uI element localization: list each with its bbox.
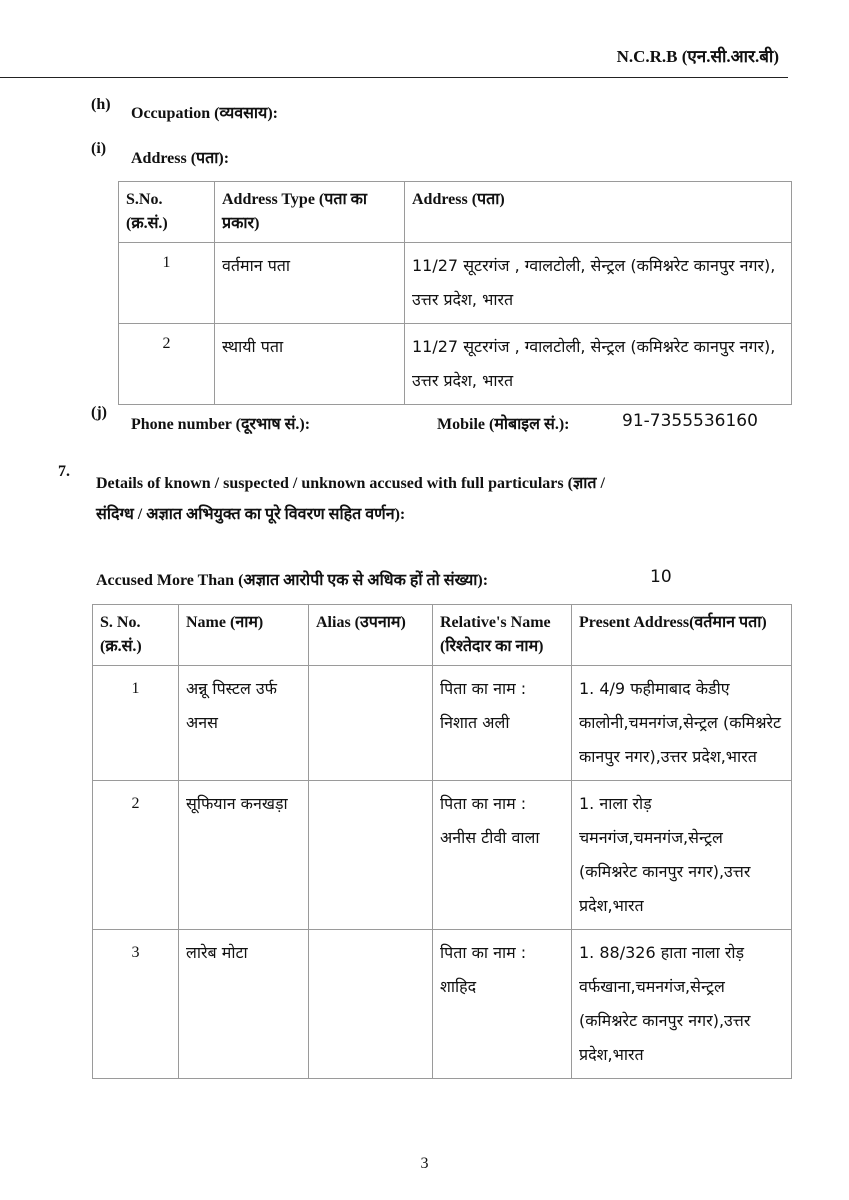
col-relative: Relative's Name (रिश्तेदार का नाम)	[433, 605, 572, 666]
phone-label: Phone number (दूरभाष सं.):	[131, 416, 311, 433]
table-row	[93, 930, 792, 1079]
col-sno: S. No. (क्र.सं.)	[93, 605, 179, 666]
row-alias	[309, 666, 433, 781]
row-name: अन्नू पिस्टल उर्फ अनस	[179, 666, 309, 781]
accused-more-label: Accused More Than (अज्ञात आरोपी एक से अधिक हों तो संख्या):	[96, 572, 489, 589]
page-number: 3	[420, 1155, 429, 1172]
col-sno: S.No. (क्र.सं.)	[119, 182, 215, 243]
col-address-type: Address Type (पता का प्रकार)	[215, 182, 405, 243]
row-present-address: 1. 4/9 फहीमाबाद केडीए कालोनी,चमनगंज,सेन्ट्रल (कमिश्नरेट कानपुर नगर),उत्तर प्रदेश,भारत	[572, 666, 792, 781]
row-relative: पिता का नाम : निशात अली	[433, 666, 572, 781]
row-sno: 1	[93, 666, 179, 781]
mobile-value: 91-7355536160	[622, 411, 758, 431]
row-sno: 1	[119, 243, 215, 324]
row-address-type: वर्तमान पता	[215, 243, 405, 324]
col-name: Name (नाम)	[179, 605, 309, 666]
table-row	[119, 243, 792, 324]
row-relative: पिता का नाम : शाहिद	[433, 930, 572, 1079]
section7-heading-line1: Details of known / suspected / unknown accused with full particulars (ज्ञात /	[96, 475, 605, 492]
accused-more-value: 10	[650, 567, 672, 587]
header-rule	[0, 77, 788, 78]
address-label: Address (पता):	[131, 150, 230, 167]
row-relative: पिता का नाम : अनीस टीवी वाला	[433, 781, 572, 930]
section7-heading-line2: संदिग्ध / अज्ञात अभियुक्त का पूरे विवरण सहित वर्णन):	[96, 506, 406, 523]
address-marker: (i)	[91, 140, 107, 157]
row-address-type: स्थायी पता	[215, 324, 405, 405]
table-row	[93, 781, 792, 930]
mobile-label: Mobile (मोबाइल सं.):	[437, 416, 570, 433]
row-alias	[309, 930, 433, 1079]
occupation-label: Occupation (व्यवसाय):	[131, 105, 278, 122]
row-sno: 3	[93, 930, 179, 1079]
row-sno: 2	[119, 324, 215, 405]
accused-table-header	[93, 605, 792, 666]
table-row	[119, 324, 792, 405]
row-name: लारेब मोटा	[179, 930, 309, 1079]
address-table-header	[119, 182, 792, 243]
row-present-address: 1. नाला रोड़ चमनगंज,चमनगंज,सेन्ट्रल (कमिश्नरेट कानपुर नगर),उत्तर प्रदेश,भारत	[572, 781, 792, 930]
row-address: 11/27 सूटरगंज , ग्वालटोली, सेन्ट्रल (कमिश्नरेट कानपुर नगर), उत्तर प्रदेश, भारत	[405, 324, 792, 405]
row-present-address: 1. 88/326 हाता नाला रोड़ वर्फखाना,चमनगंज,सेन्ट्रल (कमिश्नरेट कानपुर नगर),उत्तर प्रदेश,भारत	[572, 930, 792, 1079]
page-header-org: N.C.R.B (एन.सी.आर.बी)	[616, 47, 779, 66]
section7-number: 7.	[58, 463, 70, 480]
accused-table	[92, 604, 792, 1079]
address-table	[118, 181, 792, 405]
row-alias	[309, 781, 433, 930]
occupation-marker: (h)	[91, 96, 111, 113]
row-sno: 2	[93, 781, 179, 930]
row-name: सूफियान कनखड़ा	[179, 781, 309, 930]
row-address: 11/27 सूटरगंज , ग्वालटोली, सेन्ट्रल (कमिश्नरेट कानपुर नगर), उत्तर प्रदेश, भारत	[405, 243, 792, 324]
col-address: Address (पता)	[405, 182, 792, 243]
col-alias: Alias (उपनाम)	[309, 605, 433, 666]
table-row	[93, 666, 792, 781]
col-present-address: Present Address(वर्तमान पता)	[572, 605, 792, 666]
phone-marker: (j)	[91, 404, 107, 421]
